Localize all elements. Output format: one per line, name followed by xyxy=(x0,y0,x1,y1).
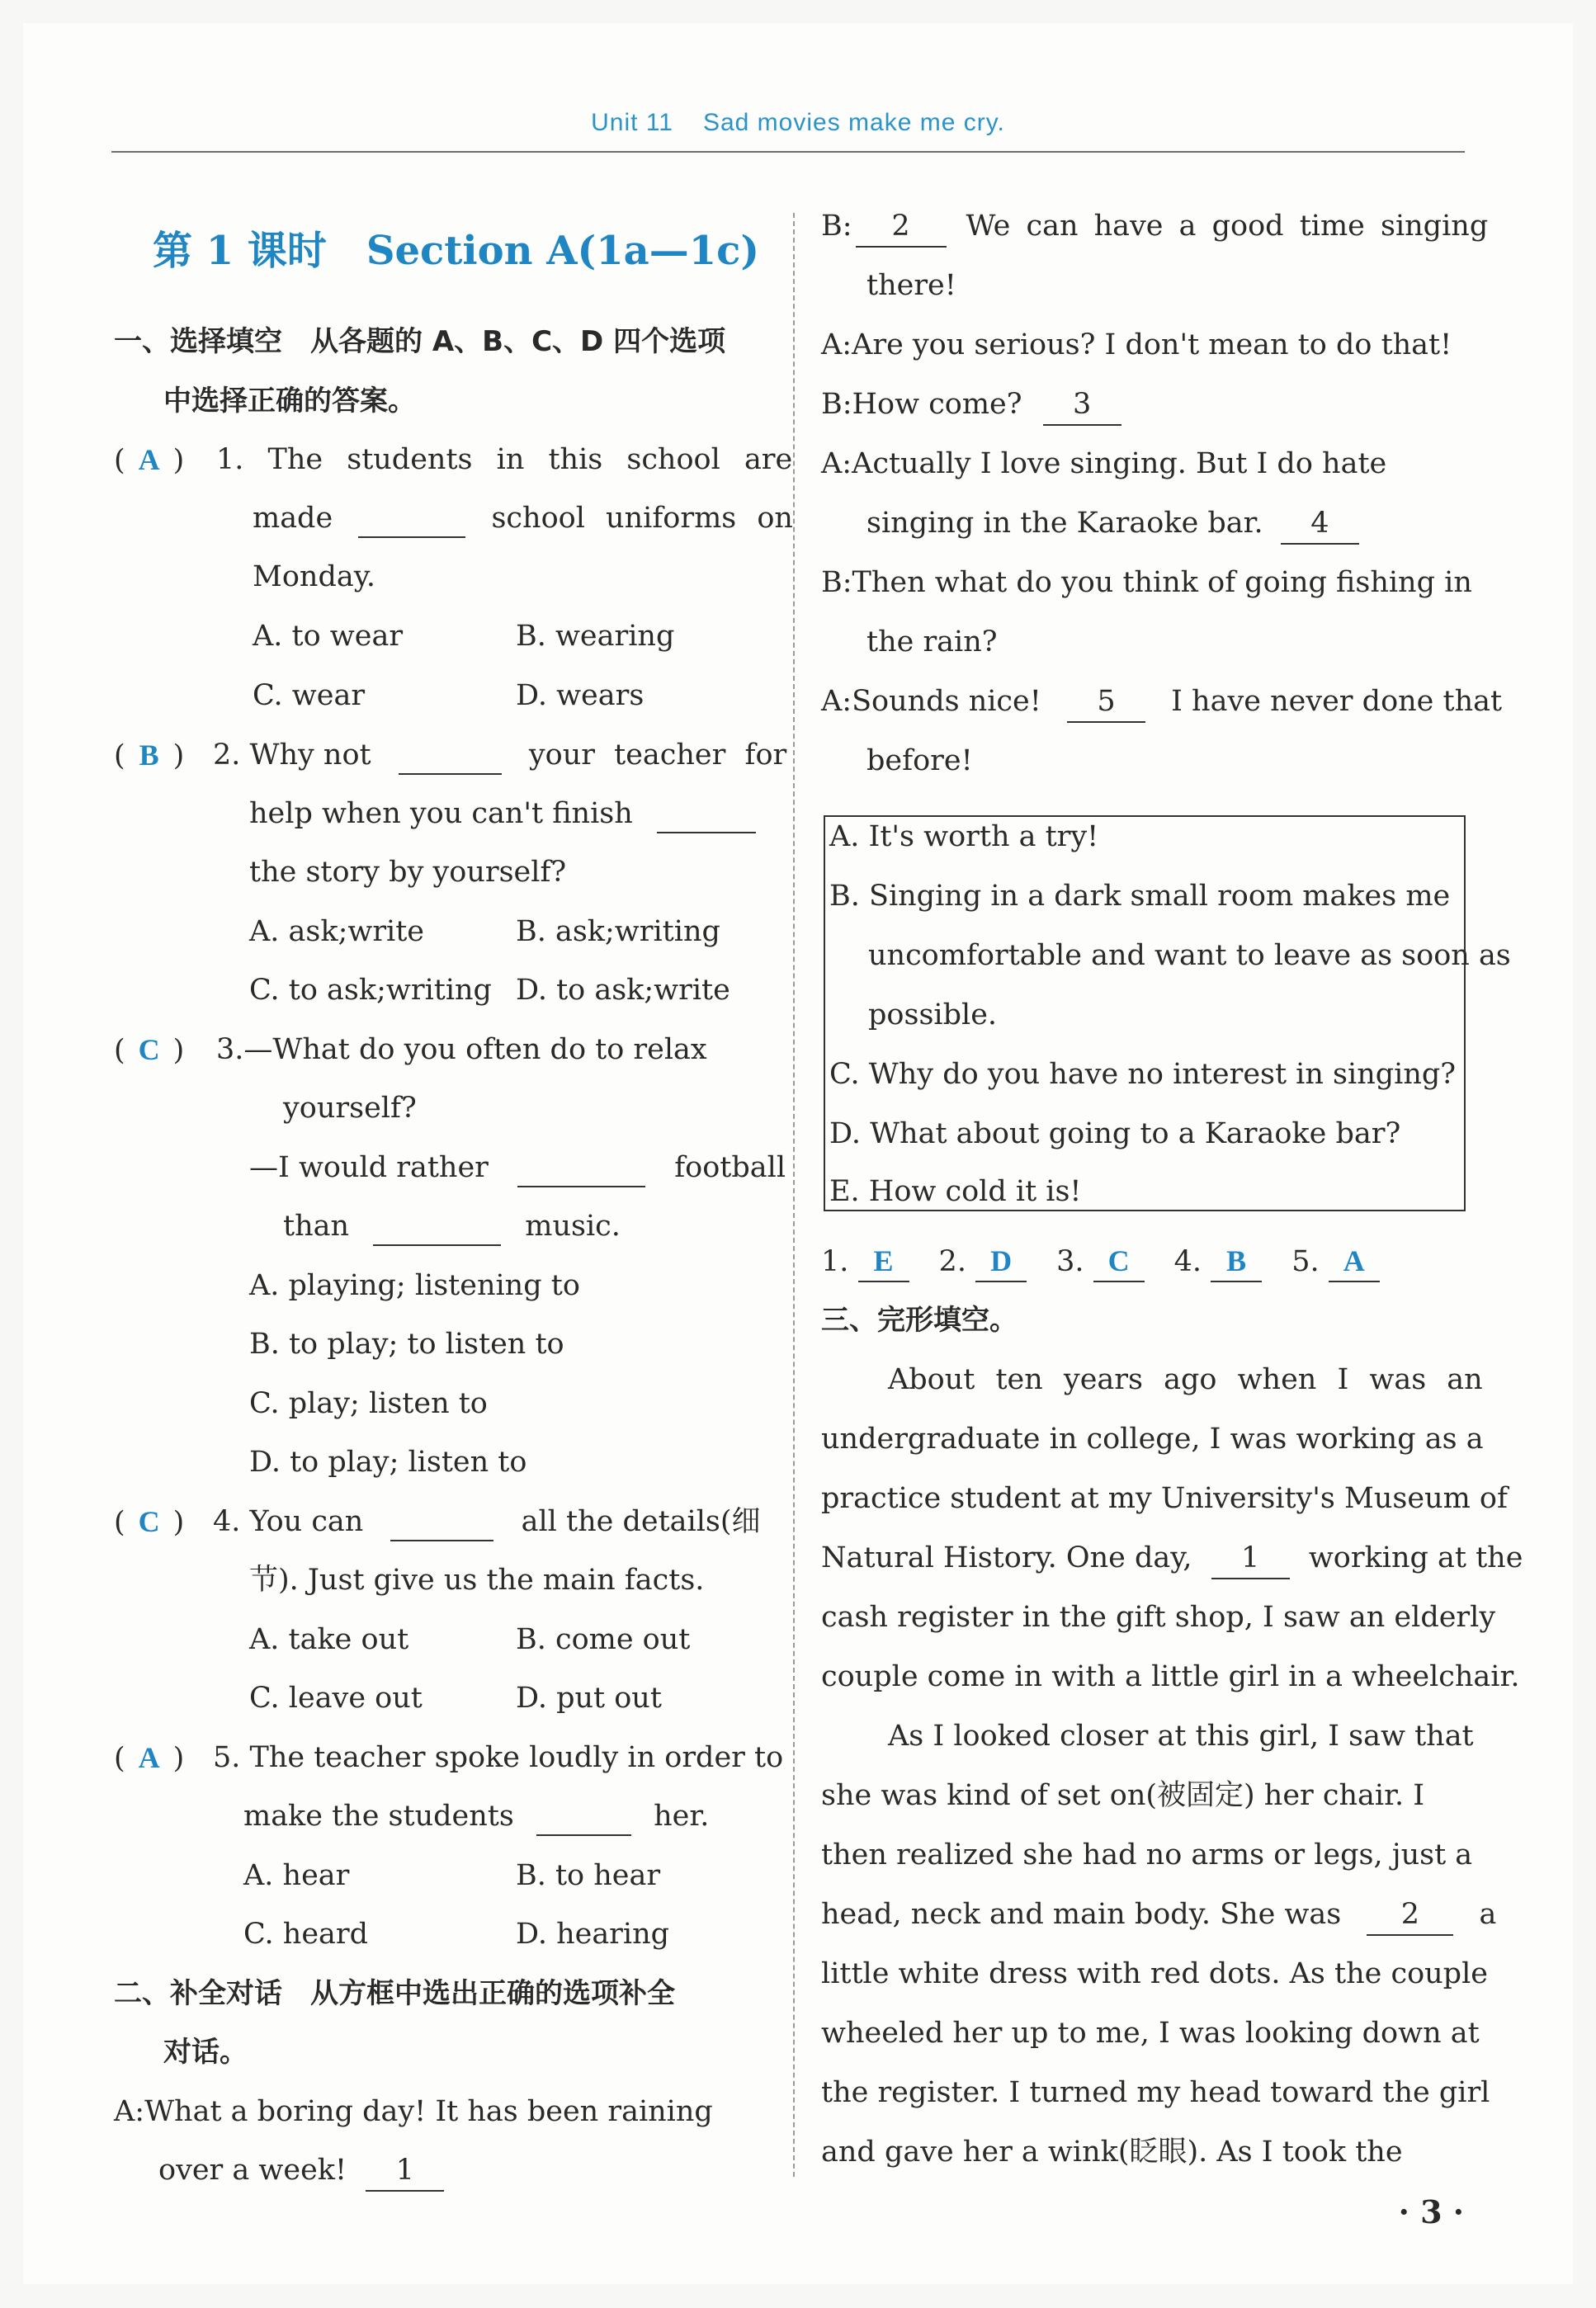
passage-line: couple come in with a little girl in a wheelchair. xyxy=(821,1660,1520,1693)
q4-option-b[interactable]: B. come out xyxy=(516,1623,691,1656)
answer-key-num: 3. xyxy=(1056,1245,1084,1278)
dialog-blank-5[interactable]: 5 xyxy=(1067,682,1145,723)
passage-line: practice student at my University's Museum of xyxy=(821,1482,1508,1515)
q4-option-a[interactable]: A. take out xyxy=(249,1623,409,1656)
section2-heading-line2: 对话。 xyxy=(163,2036,248,2069)
q3-text-c: than xyxy=(283,1210,350,1243)
page-number: · 3 · xyxy=(1398,2193,1464,2230)
question-5-answer: A xyxy=(138,1741,160,1774)
passage-line: she was kind of set on(被固定) her chair. I xyxy=(821,1779,1425,1812)
passage-text: a xyxy=(1479,1898,1497,1931)
dialog-5b-text: singing in the Karaoke bar. xyxy=(866,507,1263,540)
dialog-line-3: A:Are you serious? I don't mean to do that! xyxy=(821,328,1452,361)
q1-option-b[interactable]: B. wearing xyxy=(516,620,675,653)
answer-key-num: 2. xyxy=(938,1245,966,1278)
dialog-blank-1[interactable]: 1 xyxy=(366,2150,444,2192)
q2-option-c[interactable]: C. to ask;writing xyxy=(249,974,492,1007)
q5-text-b: her. xyxy=(654,1800,710,1833)
q1-option-c[interactable]: C. wear xyxy=(253,679,366,712)
q1-option-d[interactable]: D. wears xyxy=(516,679,645,712)
q5-option-a[interactable]: A. hear xyxy=(243,1859,350,1892)
q5-option-b[interactable]: B. to hear xyxy=(516,1859,661,1892)
question-2-line3: the story by yourself? xyxy=(249,856,567,889)
q3-blank-1[interactable] xyxy=(517,1156,645,1187)
dialog-line-7b: before! xyxy=(866,744,973,777)
q3-text-b: football xyxy=(674,1151,786,1184)
passage-line: and gave her a wink(眨眼). As I took the xyxy=(821,2136,1403,2169)
q5-text-a: make the students xyxy=(243,1800,514,1833)
q4-option-c[interactable]: C. leave out xyxy=(249,1682,423,1715)
answer-key-num: 4. xyxy=(1173,1245,1202,1278)
dialog-line-5b xyxy=(866,503,1359,545)
q2-option-a[interactable]: A. ask;write xyxy=(249,915,425,948)
question-5-line1: 5. The teacher spoke loudly in order to xyxy=(213,1741,784,1774)
box-option-c: C. Why do you have no interest in singing? xyxy=(829,1058,1457,1091)
passage-line: wheeled her up to me, I was looking down at xyxy=(821,2017,1480,2050)
dialog-line-2b: there! xyxy=(866,269,956,302)
passage-line: little white dress with red dots. As the couple xyxy=(821,1957,1488,1990)
q5-option-d[interactable]: D. hearing xyxy=(516,1918,670,1951)
dialog-4-text: B:How come? xyxy=(821,388,1022,421)
box-option-b-line2: uncomfortable and want to leave as soon as xyxy=(868,939,1511,972)
dialog-blank-2[interactable]: 2 xyxy=(856,206,947,248)
dialog-1b-text: over a week! xyxy=(158,2154,347,2187)
q5-option-c[interactable]: C. heard xyxy=(243,1918,369,1951)
question-2-answer: B xyxy=(139,739,159,772)
question-1-line3: Monday. xyxy=(253,560,375,593)
column-divider xyxy=(793,213,795,2177)
dialog-line-2a xyxy=(821,206,1488,248)
passage-text: working at the xyxy=(1308,1541,1523,1574)
dialog-2-text: We can have a good time singing xyxy=(966,210,1489,243)
answer-key-value: A xyxy=(1329,1241,1380,1282)
question-3-line1: 3.—What do you often do to relax xyxy=(216,1033,707,1066)
q2-blank-1[interactable] xyxy=(399,743,502,775)
header-rule xyxy=(111,151,1465,153)
question-1-line2 xyxy=(253,498,793,538)
box-option-b-line3: possible. xyxy=(868,998,998,1031)
question-1-text: 1. The students in this school are xyxy=(216,443,793,476)
question-5-line2 xyxy=(243,1796,709,1836)
running-header xyxy=(0,109,1596,137)
passage-line: As I looked closer at this girl, I saw that xyxy=(888,1720,1474,1753)
q4-blank[interactable] xyxy=(390,1510,493,1541)
dialog-blank-3[interactable]: 3 xyxy=(1043,385,1121,426)
dialog-2-speaker: B: xyxy=(821,210,852,243)
question-4-answer: C xyxy=(138,1505,160,1538)
box-option-b-line1: B. Singing in a dark small room makes me xyxy=(829,880,1451,913)
unit-label: Unit 11 xyxy=(591,109,673,136)
dialog-7-text-b: I have never done that xyxy=(1171,685,1503,718)
q4-text-b: all the details(细 xyxy=(521,1505,761,1538)
answer-key-value: E xyxy=(858,1241,909,1282)
q4-text-a: 4. You can xyxy=(213,1505,364,1538)
question-1-answer: A xyxy=(138,443,160,476)
q3-text-a: —I would rather xyxy=(249,1151,489,1184)
passage-line xyxy=(821,1538,1523,1579)
q2-option-b[interactable]: B. ask;writing xyxy=(516,915,720,948)
passage-line: cash register in the gift shop, I saw an elderly xyxy=(821,1601,1496,1634)
q3-option-a[interactable]: A. playing; listening to xyxy=(249,1269,580,1302)
q2-option-d[interactable]: D. to ask;write xyxy=(516,974,730,1007)
dialog-line-6a: B:Then what do you think of going fishing in xyxy=(821,566,1472,599)
passage-text: Natural History. One day, xyxy=(821,1541,1192,1574)
section3-heading: 三、完形填空。 xyxy=(821,1304,1018,1337)
q3-option-d[interactable]: D. to play; listen to xyxy=(249,1446,527,1479)
q2-text-c: help when you can't finish xyxy=(249,797,633,830)
dialog-line-1a: A:What a boring day! It has been raining xyxy=(114,2095,713,2128)
box-option-a: A. It's worth a try! xyxy=(829,820,1099,853)
answer-key-row xyxy=(821,1241,1380,1282)
passage-blank-1[interactable]: 1 xyxy=(1211,1538,1290,1579)
answer-key-value: D xyxy=(975,1241,1027,1282)
passage-line: About ten years ago when I was an xyxy=(888,1363,1483,1396)
dialog-line-5a: A:Actually I love singing. But I do hate xyxy=(821,447,1387,480)
q4-option-d[interactable]: D. put out xyxy=(516,1682,662,1715)
question-3-line2: yourself? xyxy=(283,1092,417,1125)
q3-blank-2[interactable] xyxy=(373,1215,501,1246)
q2-text-b: your teacher for xyxy=(528,739,787,772)
q3-option-c[interactable]: C. play; listen to xyxy=(249,1387,488,1420)
dialog-blank-4[interactable]: 4 xyxy=(1281,503,1359,545)
question-1-line1 xyxy=(216,440,793,479)
box-option-e: E. How cold it is! xyxy=(829,1175,1082,1208)
passage-blank-2[interactable]: 2 xyxy=(1367,1895,1453,1936)
unit-subtitle: Sad movies make me cry. xyxy=(702,109,1005,136)
dialog-line-7a xyxy=(821,682,1502,723)
section1-heading-line1: 一、选择填空 从各题的 A、B、C、D 四个选项 xyxy=(114,325,726,358)
q5-blank[interactable] xyxy=(536,1805,631,1836)
question-4-line1 xyxy=(213,1502,761,1541)
question-2-line1 xyxy=(213,735,786,775)
q1-text-a: made xyxy=(253,502,333,535)
question-3-answer-paren: ( C ) xyxy=(114,1030,184,1070)
question-3-line4 xyxy=(283,1206,621,1246)
passage-line: undergraduate in college, I was working as a xyxy=(821,1423,1484,1456)
answer-key-num: 5. xyxy=(1291,1245,1320,1278)
q3-option-b[interactable]: B. to play; to listen to xyxy=(249,1328,564,1361)
answer-key-value: C xyxy=(1093,1241,1145,1282)
q2-text-a: 2. Why not xyxy=(213,739,371,772)
answer-key-value: B xyxy=(1211,1241,1262,1282)
dialog-line-6b: the rain? xyxy=(866,625,998,658)
passage-line: the register. I turned my head toward the girl xyxy=(821,2076,1490,2109)
section2-heading-line1: 二、补全对话 从方框中选出正确的选项补全 xyxy=(114,1977,675,2010)
q1-option-a[interactable]: A. to wear xyxy=(253,620,404,653)
question-5-answer-paren: ( A ) xyxy=(114,1738,184,1778)
q3-text-d: music. xyxy=(525,1210,621,1243)
dialog-line-4 xyxy=(821,385,1121,426)
passage-line xyxy=(821,1895,1496,1936)
box-option-d: D. What about going to a Karaoke bar? xyxy=(829,1117,1401,1150)
q2-blank-2[interactable] xyxy=(657,802,756,833)
question-2-answer-paren: ( B ) xyxy=(114,735,184,776)
answer-key-num: 1. xyxy=(821,1245,849,1278)
q1-blank[interactable] xyxy=(358,507,465,538)
dialog-7-text-a: A:Sounds nice! xyxy=(821,685,1041,718)
lesson-title: 第 1 课时 Section A(1a—1c) xyxy=(153,228,760,274)
dialog-line-1b xyxy=(158,2150,444,2192)
question-2-line2 xyxy=(249,794,756,833)
passage-text: head, neck and main body. She was xyxy=(821,1898,1342,1931)
passage-line: then realized she had no arms or legs, just a xyxy=(821,1838,1473,1871)
question-3-answer: C xyxy=(138,1033,160,1066)
question-1-answer-paren: ( A ) xyxy=(114,440,184,480)
question-4-answer-paren: ( C ) xyxy=(114,1502,184,1542)
q1-text-b: school uniforms on xyxy=(491,502,793,535)
question-4-line2: 节). Just give us the main facts. xyxy=(249,1564,705,1597)
question-3-line3 xyxy=(249,1148,786,1187)
section1-heading-line2: 中选择正确的答案。 xyxy=(163,385,416,418)
